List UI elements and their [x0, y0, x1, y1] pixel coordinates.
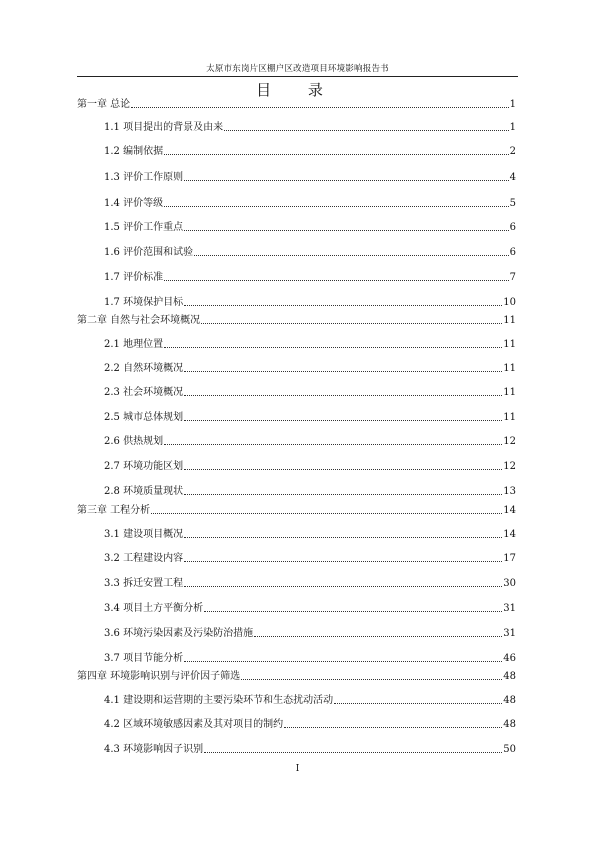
- toc-entry-label: 2.8 环境质量现状: [104, 486, 184, 497]
- toc-entry-label: 1.1 项目提出的背景及由来: [104, 122, 224, 133]
- toc-entry-label: 3.3 拆迁安置工程: [104, 578, 184, 589]
- dot-leader: [204, 752, 502, 753]
- dot-leader: [241, 679, 502, 680]
- toc-entry-label: 1.5 评价工作重点: [104, 222, 184, 233]
- toc-entry-label: 4.2 区域环境敏感因素及其对项目的制约: [104, 719, 284, 730]
- toc-entry[interactable]: [77, 671, 516, 683]
- toc-entry-label: 3.4 项目土方平衡分析: [104, 603, 204, 614]
- toc-entry-page: 10: [503, 297, 516, 308]
- toc-entry-label: 3.6 环境污染因素及污染防治措施: [104, 628, 254, 639]
- toc-entry[interactable]: [104, 247, 516, 259]
- toc-entry-page: 31: [503, 628, 516, 639]
- toc-entry-page: 14: [503, 529, 516, 540]
- dot-leader: [184, 420, 502, 421]
- toc-entry-label: 3.2 工程建设内容: [104, 553, 184, 564]
- dot-leader: [184, 395, 502, 396]
- toc-entry-page: 11: [503, 387, 516, 398]
- page-number: I: [295, 764, 300, 774]
- toc-entry-page: 13: [503, 486, 516, 497]
- toc-entry[interactable]: [104, 363, 516, 375]
- toc-entry-label: 2.1 地理位置: [104, 339, 164, 350]
- toc-entry-page: 11: [503, 412, 516, 423]
- dot-leader: [224, 130, 509, 131]
- toc-entry-page: 12: [503, 436, 516, 447]
- toc-entry-label: 3.1 建设项目概况: [104, 529, 184, 540]
- toc-entry-label: 第四章 环境影响识别与评价因子筛选: [77, 671, 241, 682]
- toc-entry-label: 4.1 建设期和运营期的主要污染环节和生态扰动活动: [104, 695, 334, 706]
- toc-entry-label: 第二章 自然与社会环境概况: [77, 315, 201, 326]
- toc-entry-label: 1.7 环境保护目标: [104, 297, 184, 308]
- toc-entry-page: 30: [503, 578, 516, 589]
- toc-entry[interactable]: [104, 198, 516, 210]
- toc-entry[interactable]: [104, 436, 516, 448]
- toc-entry[interactable]: [104, 387, 516, 399]
- toc-entry[interactable]: [104, 146, 516, 158]
- dot-leader: [184, 180, 509, 181]
- page-title: 目 录: [256, 81, 339, 99]
- dot-leader: [184, 469, 502, 470]
- toc-entry[interactable]: [104, 695, 516, 707]
- toc-entry-page: 1: [509, 99, 516, 110]
- toc-entry-page: 48: [503, 671, 516, 682]
- dot-leader: [164, 206, 509, 207]
- toc-entry[interactable]: [104, 603, 516, 615]
- toc-entry-label: 第三章 工程分析: [77, 505, 151, 516]
- dot-leader: [184, 494, 502, 495]
- toc-entry[interactable]: [104, 578, 516, 590]
- toc-entry[interactable]: [104, 461, 516, 473]
- toc-entry-label: 第一章 总论: [77, 99, 131, 110]
- toc-entry-label: 2.2 自然环境概况: [104, 363, 184, 374]
- dot-leader: [164, 347, 502, 348]
- toc-entry[interactable]: [104, 297, 516, 309]
- dot-leader: [184, 371, 502, 372]
- toc-entry-label: 1.2 编制依据: [104, 146, 164, 157]
- toc-entry-label: 1.4 评价等级: [104, 198, 164, 209]
- toc-entry[interactable]: [104, 172, 516, 184]
- dot-leader: [131, 107, 508, 108]
- toc-entry-page: 7: [509, 272, 516, 283]
- toc-entry[interactable]: [77, 99, 516, 111]
- running-header: 太原市东岗片区棚户区改造项目环境影响报告书: [206, 64, 389, 74]
- toc-entry-page: 46: [503, 653, 516, 664]
- toc-entry-page: 1: [509, 122, 516, 133]
- toc-entry[interactable]: [77, 315, 516, 327]
- dot-leader: [201, 323, 502, 324]
- toc-entry[interactable]: [104, 628, 516, 640]
- toc-entry-page: 50: [503, 744, 516, 755]
- dot-leader: [184, 586, 502, 587]
- toc-entry-label: 1.6 评价范围和试验: [104, 247, 194, 258]
- toc-entry-page: 48: [503, 695, 516, 706]
- toc-entry[interactable]: [104, 272, 516, 284]
- toc-entry[interactable]: [104, 529, 516, 541]
- toc-entry-label: 2.6 供热规划: [104, 436, 164, 447]
- toc-entry-page: 11: [503, 339, 516, 350]
- dot-leader: [164, 444, 502, 445]
- dot-leader: [284, 727, 502, 728]
- toc-entry-page: 6: [509, 222, 516, 233]
- dot-leader: [184, 230, 509, 231]
- toc-entry-label: 2.3 社会环境概况: [104, 387, 184, 398]
- toc-entry-page: 6: [509, 247, 516, 258]
- toc-entry-page: 12: [503, 461, 516, 472]
- toc-entry[interactable]: [104, 412, 516, 424]
- toc-entry[interactable]: [77, 505, 516, 517]
- toc-entry-label: 3.7 项目节能分析: [104, 653, 184, 664]
- toc-entry-page: 31: [503, 603, 516, 614]
- toc-entry-label: 4.3 环境影响因子识别: [104, 744, 204, 755]
- toc-entry[interactable]: [104, 653, 516, 665]
- dot-leader: [184, 561, 502, 562]
- toc-entry-page: 48: [503, 719, 516, 730]
- dot-leader: [164, 154, 509, 155]
- toc-entry-page: 11: [503, 363, 516, 374]
- toc-entry[interactable]: [104, 719, 516, 731]
- dot-leader: [164, 280, 509, 281]
- dot-leader: [334, 703, 502, 704]
- toc-entry-label: 1.3 评价工作原则: [104, 172, 184, 183]
- toc-entry-page: 11: [503, 315, 516, 326]
- toc-entry-page: 4: [509, 172, 516, 183]
- dot-leader: [254, 636, 502, 637]
- dot-leader: [204, 611, 502, 612]
- dot-leader: [184, 537, 502, 538]
- toc-entry-page: 17: [503, 553, 516, 564]
- toc-entry-label: 2.5 城市总体规划: [104, 412, 184, 423]
- dot-leader: [184, 661, 502, 662]
- dot-leader: [151, 513, 502, 514]
- toc-entry-label: 1.7 评价标准: [104, 272, 164, 283]
- toc-entry[interactable]: [104, 222, 516, 234]
- toc-entry[interactable]: [104, 122, 516, 134]
- toc-entry[interactable]: [104, 744, 516, 756]
- toc-entry[interactable]: [104, 486, 516, 498]
- toc-entry-page: 14: [503, 505, 516, 516]
- dot-leader: [184, 305, 502, 306]
- toc-entry-page: 5: [509, 198, 516, 209]
- toc-entry-page: 2: [509, 146, 516, 157]
- toc-entry-label: 2.7 环境功能区划: [104, 461, 184, 472]
- dot-leader: [194, 255, 509, 256]
- toc-entry[interactable]: [104, 339, 516, 351]
- toc-entry[interactable]: [104, 553, 516, 565]
